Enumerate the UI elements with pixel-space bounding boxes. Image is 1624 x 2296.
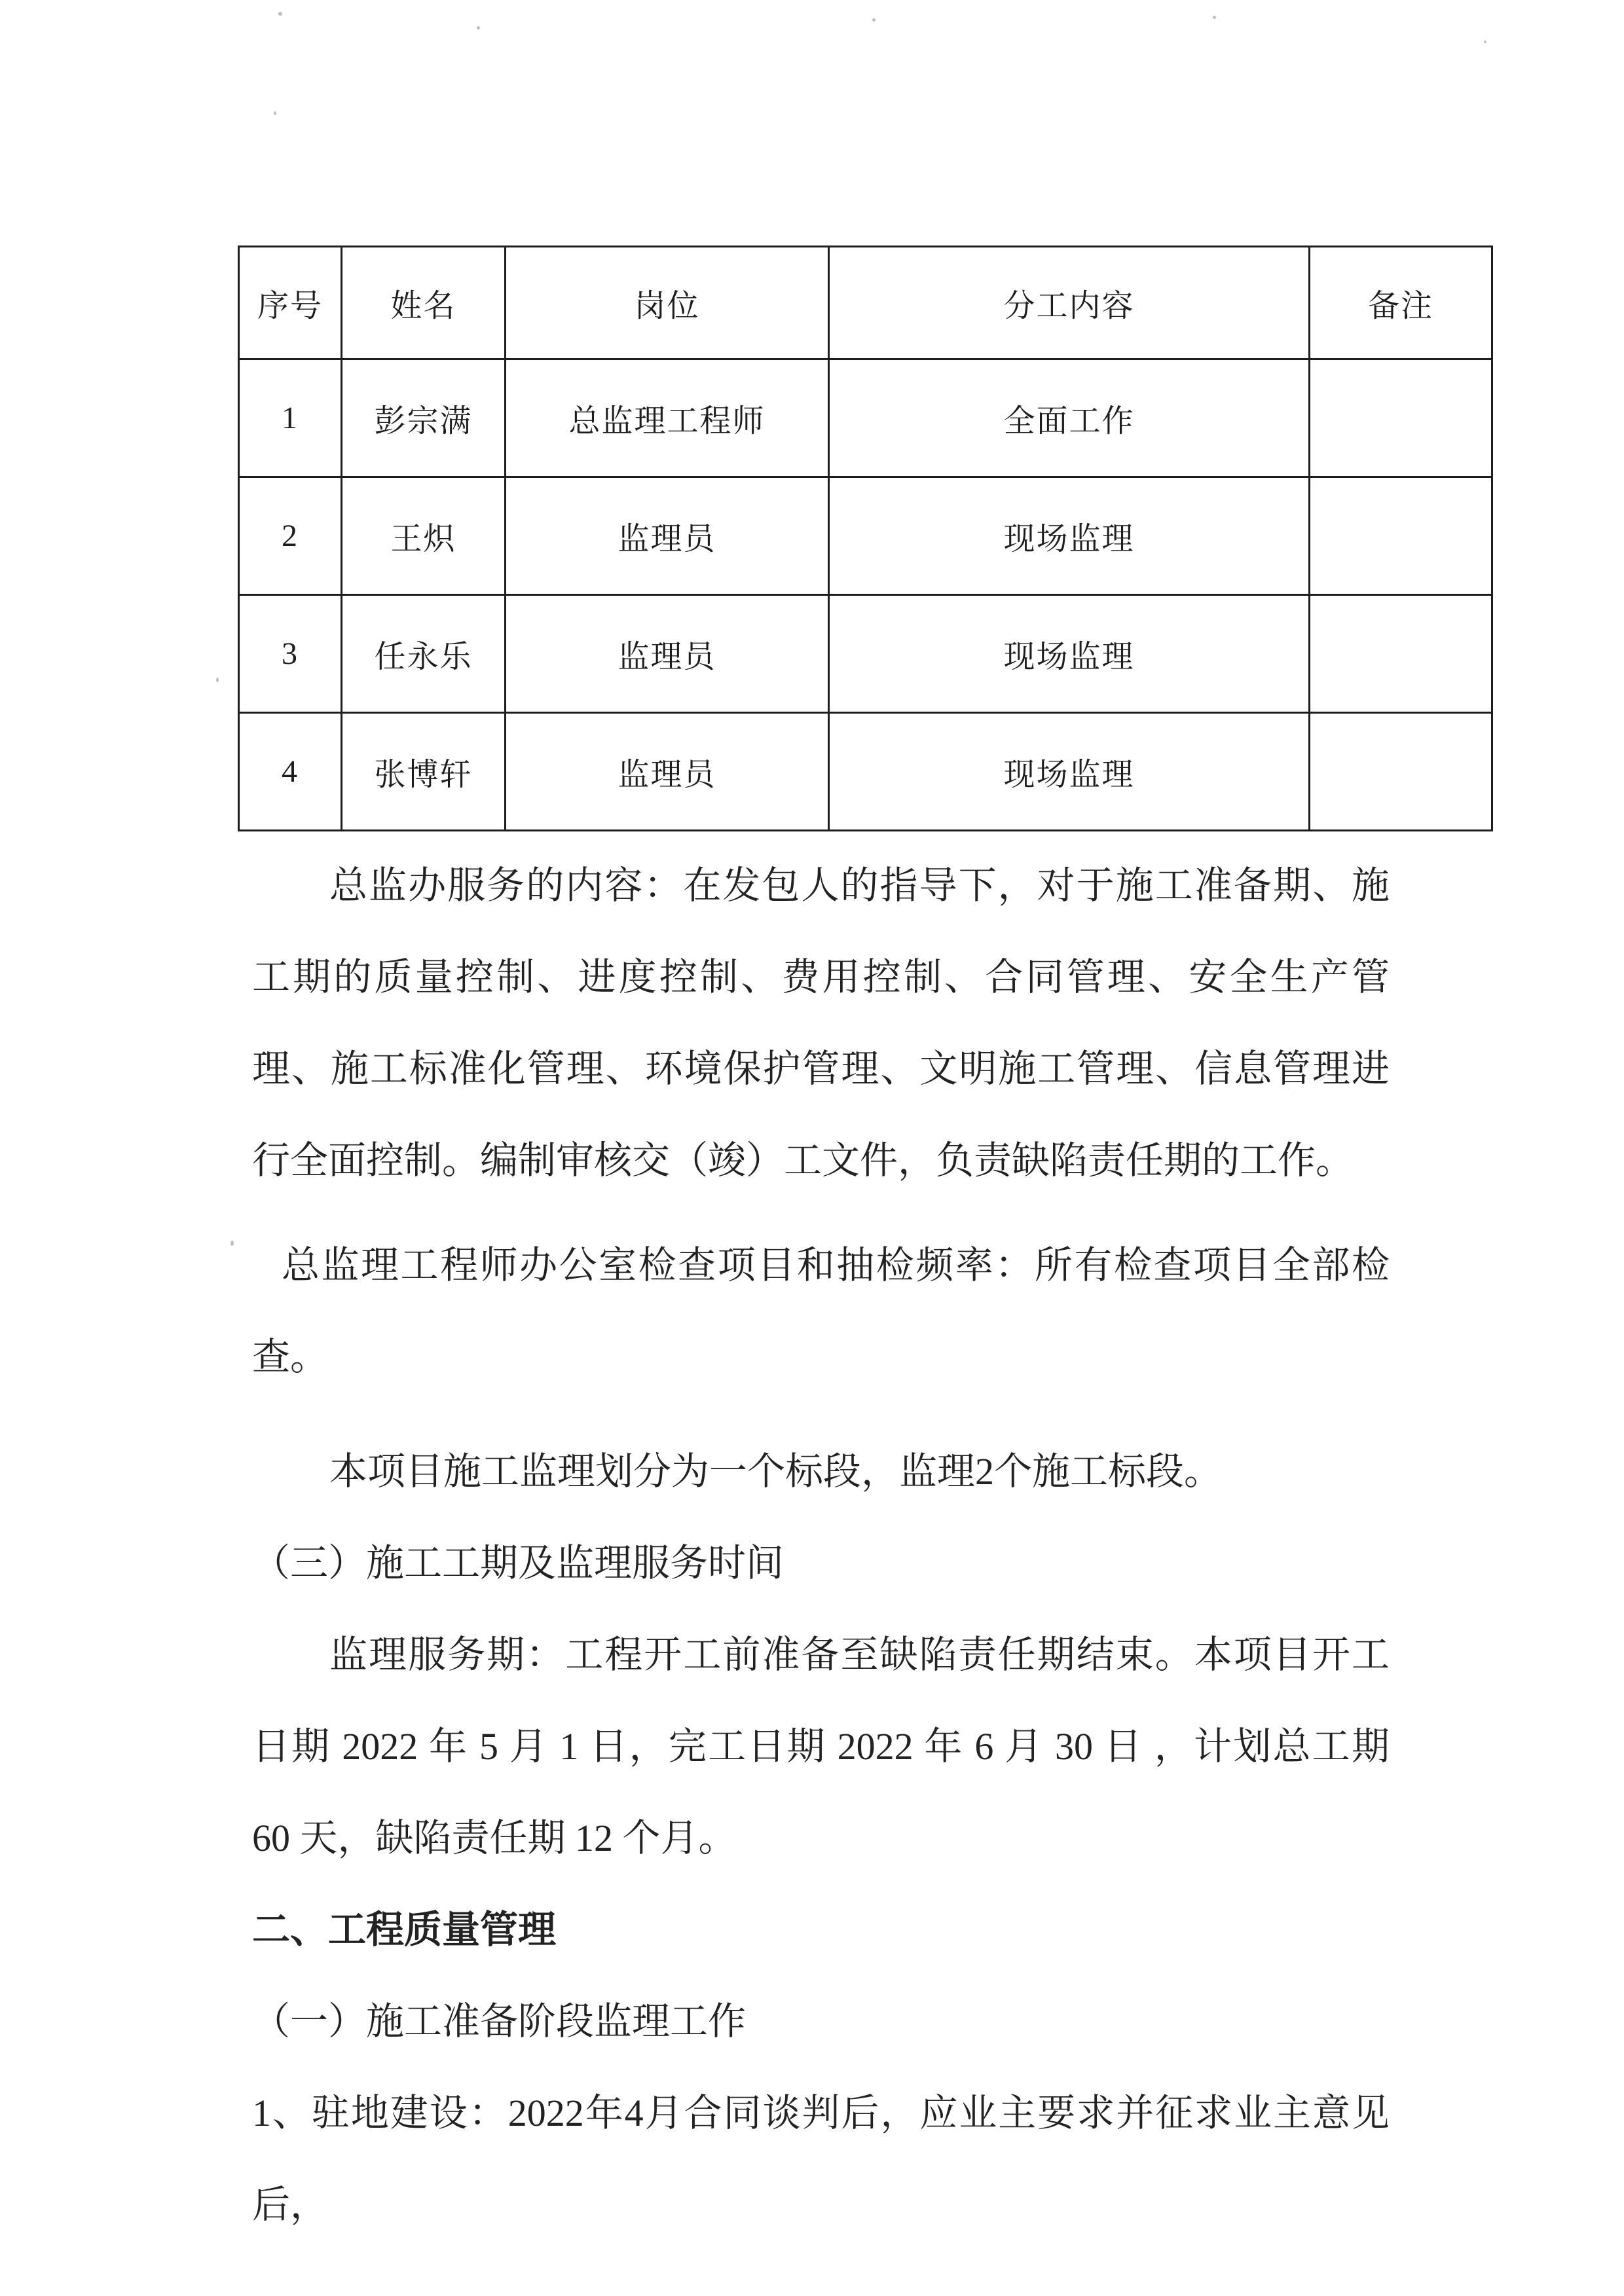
scan-speck (1484, 41, 1486, 43)
cell-position: 监理员 (506, 713, 829, 831)
table-row (239, 595, 1492, 713)
header-cell-duty: 分工内容 (829, 247, 1310, 359)
document-body-text (252, 840, 1390, 2251)
para-inspection-frequency: 总监理工程师办公室检查项目和抽检频率：所有检查项目全部检查。 (252, 1244, 1390, 1378)
cell-name: 任永乐 (342, 595, 506, 713)
para-service-period: 监理服务期：工程开工前准备至缺陷责任期结束。本项目开工日期 2022 年 5 月 1 日，完工日期 2022 年 6 月 30 日 ，计划总工期 60 天，缺陷责任期 12 个月。 (252, 1633, 1390, 1859)
cell-name: 彭宗满 (342, 359, 506, 477)
heading-preparation-stage: （一）施工准备阶段监理工作 (252, 2000, 747, 2043)
scan-speck (216, 678, 219, 682)
scan-speck (278, 12, 282, 16)
cell-name: 王炽 (342, 477, 506, 595)
cell-remark (1310, 359, 1492, 477)
cell-remark (1310, 595, 1492, 713)
heading-quality-management: 二、工程质量管理 (252, 1908, 557, 1951)
cell-remark (1310, 713, 1492, 831)
table-row (239, 713, 1492, 831)
staff-table (238, 246, 1493, 831)
cell-position: 监理员 (506, 595, 829, 713)
table-header-row (239, 247, 1492, 359)
para-project-sections: 本项目施工监理划分为一个标段，监理2个施工标段。 (329, 1450, 1223, 1493)
cell-position: 监理员 (506, 477, 829, 595)
cell-duty: 现场监理 (829, 477, 1310, 595)
cell-duty: 现场监理 (829, 713, 1310, 831)
cell-duty: 现场监理 (829, 595, 1310, 713)
cell-no: 3 (239, 595, 342, 713)
scan-speck (1213, 16, 1216, 19)
cell-no: 1 (239, 359, 342, 477)
cell-name: 张博轩 (342, 713, 506, 831)
cell-remark (1310, 477, 1492, 595)
cell-duty: 全面工作 (829, 359, 1310, 477)
cell-position: 总监理工程师 (506, 359, 829, 477)
staff-table-container (238, 246, 1491, 831)
scan-speck (231, 1241, 234, 1246)
cell-no: 2 (239, 477, 342, 595)
para-supervision-office-content: 总监办服务的内容：在发包人的指导下，对于施工准备期、施工期的质量控制、进度控制、费用控制、合同管理、安全生产管理、施工标准化管理、环境保护管理、文明施工管理、信息管理进行全面控制。编制审核交（竣）工文件，负责缺陷责任期的工作。 (252, 864, 1390, 1182)
heading-section-three: （三）施工工期及监理服务时间 (252, 1542, 784, 1584)
table-row (239, 359, 1492, 477)
para-camp-construction: 1、驻地建设：2022年4月合同谈判后，应业主要求并征求业主意见后， (252, 2092, 1390, 2226)
header-cell-no: 序号 (239, 247, 342, 359)
table-row (239, 477, 1492, 595)
scan-speck (274, 111, 276, 115)
header-cell-remark: 备注 (1310, 247, 1492, 359)
header-cell-name: 姓名 (342, 247, 506, 359)
scan-speck (872, 18, 876, 22)
header-cell-position: 岗位 (506, 247, 829, 359)
scan-speck (477, 26, 480, 29)
cell-no: 4 (239, 713, 342, 831)
